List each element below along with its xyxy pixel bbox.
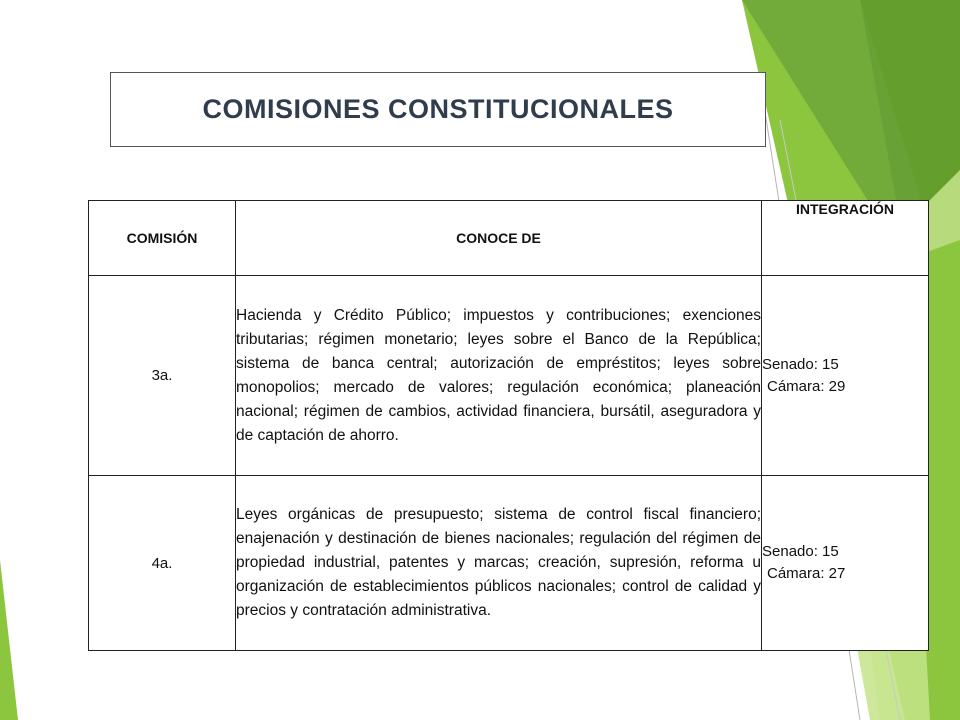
row-integracion	[762, 476, 929, 651]
camara-count: Cámara: 29	[767, 377, 846, 395]
header-comision: COMISIÓN	[89, 201, 236, 276]
camara-count: Cámara: 27	[767, 565, 846, 582]
page-title: COMISIONES CONSTITUCIONALES	[202, 94, 674, 124]
senado-count: Senado: 15	[762, 543, 839, 560]
row-conoce-de: Leyes orgánicas de presupuesto; sistema de control fiscal financiero; enajenación y destinación de bienes nacionales; regulación del régimen de propiedad industrial, patentes y marcas; creación, supresión, reforma u organización de establecimientos públicos nacionales; control de calidad y precios y contratación administrativa.	[236, 476, 762, 651]
header-integracion: INTEGRACIÓN	[762, 201, 929, 276]
table-header-row	[89, 201, 929, 276]
row-integracion	[762, 276, 929, 476]
header-conoce-de: CONOCE DE	[236, 201, 762, 276]
table-row	[89, 476, 929, 651]
row-comision: 3a.	[89, 276, 236, 476]
row-conoce-de: Hacienda y Crédito Público; impuestos y contribuciones; exenciones tributarias; régimen monetario; leyes sobre el Banco de la República; sistema de banca central; autorización de empréstitos; leyes sobre monopolios; mercado de valores; regulación económica; planeación nacional; régimen de cambios, actividad financiera, bursátil, aseguradora y de captación de ahorro.	[236, 276, 762, 476]
left-accent-shape	[0, 560, 18, 720]
title-box	[110, 72, 766, 147]
table-row	[89, 276, 929, 476]
senado-count: Senado: 15	[762, 355, 839, 373]
committees-table	[88, 200, 929, 651]
row-comision: 4a.	[89, 476, 236, 651]
